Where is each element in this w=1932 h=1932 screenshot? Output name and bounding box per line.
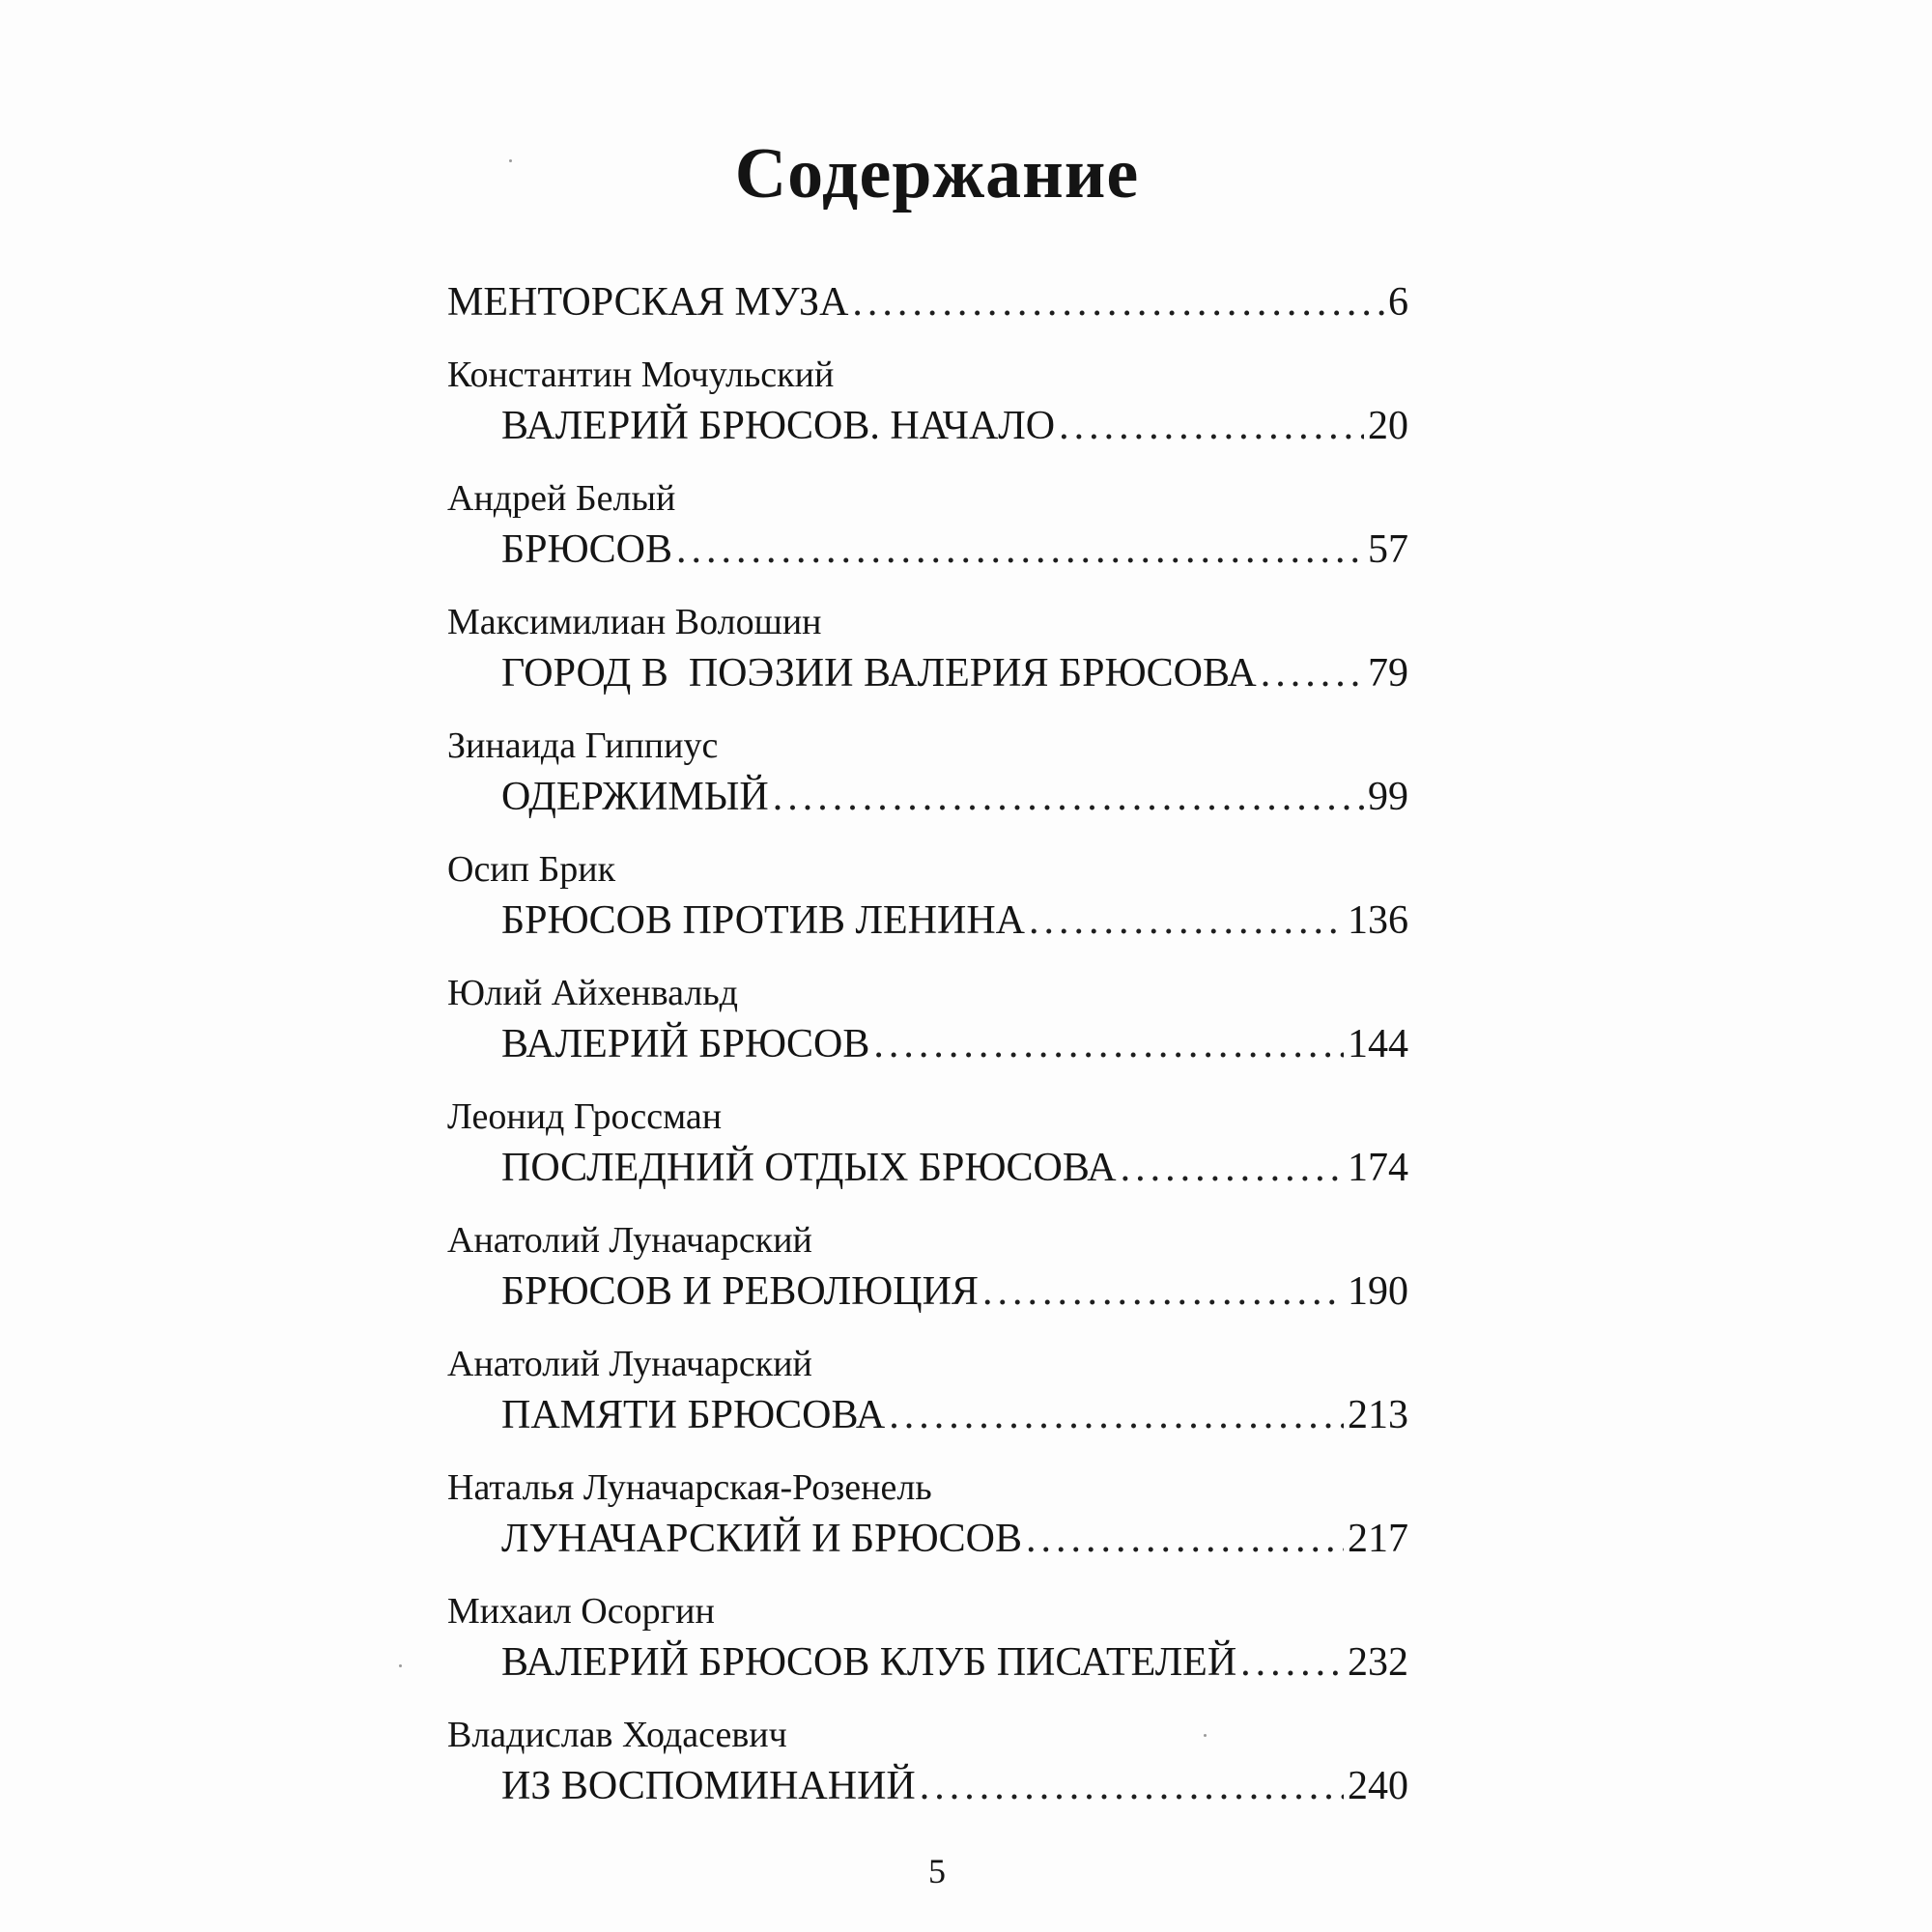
toc-line bbox=[447, 647, 1408, 699]
toc-entry-title: ВАЛЕРИЙ БРЮСОВ. НАЧАЛО bbox=[501, 404, 1056, 448]
toc-entry bbox=[447, 1463, 1408, 1565]
toc-page-number: 20 bbox=[1368, 404, 1408, 448]
toc-author: Андрей Белый bbox=[447, 478, 676, 519]
toc-page-number: 213 bbox=[1348, 1393, 1408, 1437]
toc-line bbox=[447, 1142, 1408, 1194]
toc-line bbox=[447, 771, 1408, 823]
toc-author: Владислав Ходасевич bbox=[447, 1715, 787, 1755]
toc-entry bbox=[447, 844, 1408, 947]
dot-leader bbox=[1026, 1513, 1344, 1565]
toc-entry-title: БРЮСОВ ПРОТИВ ЛЕНИНА bbox=[501, 898, 1026, 943]
toc-entry bbox=[447, 1586, 1408, 1689]
toc-line bbox=[447, 895, 1408, 947]
dot-leader bbox=[1240, 1636, 1344, 1689]
dot-leader bbox=[1059, 400, 1364, 452]
toc-line bbox=[447, 400, 1408, 452]
toc-line bbox=[447, 524, 1408, 576]
toc-page-number: 136 bbox=[1348, 898, 1408, 943]
toc-author: Максимилиан Волошин bbox=[447, 602, 822, 642]
toc-entry-title: ЛУНАЧАРСКИЙ И БРЮСОВ bbox=[501, 1517, 1023, 1561]
toc-page-number: 240 bbox=[1348, 1764, 1408, 1808]
dot-leader bbox=[920, 1760, 1344, 1812]
toc-page-number: 217 bbox=[1348, 1517, 1408, 1561]
toc-page-number: 174 bbox=[1348, 1146, 1408, 1190]
toc-entry bbox=[447, 1215, 1408, 1318]
toc-line bbox=[447, 1265, 1408, 1318]
toc-entry bbox=[447, 597, 1408, 699]
toc-entry bbox=[447, 968, 1408, 1070]
dot-leader bbox=[1029, 895, 1344, 947]
paper-speck bbox=[399, 1664, 402, 1667]
toc-page-number: 79 bbox=[1368, 651, 1408, 696]
dot-leader bbox=[676, 524, 1364, 576]
toc-line bbox=[447, 1018, 1408, 1070]
dot-leader bbox=[1261, 647, 1364, 699]
toc-entry-intro bbox=[447, 276, 1408, 328]
toc-line bbox=[447, 1389, 1408, 1441]
dot-leader bbox=[773, 771, 1364, 823]
toc-entry-title: ВАЛЕРИЙ БРЮСОВ КЛУБ ПИСАТЕЛЕЙ bbox=[501, 1640, 1237, 1685]
toc-entry-title: ГОРОД В ПОЭЗИИ ВАЛЕРИЯ БРЮСОВА bbox=[501, 651, 1257, 696]
dot-leader bbox=[852, 276, 1384, 328]
toc-entry bbox=[447, 721, 1408, 823]
table-of-contents bbox=[447, 276, 1408, 1812]
dot-leader bbox=[873, 1018, 1344, 1070]
toc-author: Анатолий Луначарский bbox=[447, 1344, 812, 1384]
toc-line bbox=[447, 1760, 1408, 1812]
toc-page-number: 6 bbox=[1388, 280, 1408, 325]
toc-entry-title: МЕНТОРСКАЯ МУЗА bbox=[447, 280, 849, 325]
toc-entry-title: ОДЕРЖИМЫЙ bbox=[501, 775, 769, 819]
page-title: Содержание bbox=[734, 134, 1140, 213]
toc-entry-title: БРЮСОВ bbox=[501, 527, 673, 572]
toc-line bbox=[447, 1513, 1408, 1565]
toc-entry bbox=[447, 350, 1408, 452]
toc-page-number: 57 bbox=[1368, 527, 1408, 572]
toc-entry-title: БРЮСОВ И РЕВОЛЮЦИЯ bbox=[501, 1269, 979, 1314]
toc-page-number: 144 bbox=[1348, 1022, 1408, 1066]
toc-author: Михаил Осоргин bbox=[447, 1591, 715, 1632]
toc-entry bbox=[447, 1092, 1408, 1194]
toc-author: Леонид Гроссман bbox=[447, 1096, 723, 1137]
toc-author: Зинаида Гиппиус bbox=[447, 725, 719, 766]
toc-entry bbox=[447, 1339, 1408, 1441]
toc-entry bbox=[447, 1710, 1408, 1812]
toc-author: Юлий Айхенвальд bbox=[447, 973, 738, 1013]
toc-author: Константин Мочульский bbox=[447, 355, 835, 395]
toc-author: Анатолий Луначарский bbox=[447, 1220, 812, 1261]
toc-author: Наталья Луначарская-Розенель bbox=[447, 1467, 932, 1508]
page-number: 5 bbox=[928, 1852, 946, 1890]
toc-entry-title: ПАМЯТИ БРЮСОВА bbox=[501, 1393, 886, 1437]
toc-entry-title: ИЗ ВОСПОМИНАНИЙ bbox=[501, 1764, 916, 1808]
toc-page-number: 232 bbox=[1348, 1640, 1408, 1685]
toc-line bbox=[447, 1636, 1408, 1689]
toc-entry-title: ПОСЛЕДНИЙ ОТДЫХ БРЮСОВА bbox=[501, 1146, 1117, 1190]
toc-entry-title: ВАЛЕРИЙ БРЮСОВ bbox=[501, 1022, 870, 1066]
dot-leader bbox=[889, 1389, 1344, 1441]
toc-page-number: 99 bbox=[1368, 775, 1408, 819]
toc-entry bbox=[447, 473, 1408, 576]
toc-author: Осип Брик bbox=[447, 849, 616, 890]
dot-leader bbox=[982, 1265, 1344, 1318]
toc-page-number: 190 bbox=[1348, 1269, 1408, 1314]
dot-leader bbox=[1121, 1142, 1344, 1194]
